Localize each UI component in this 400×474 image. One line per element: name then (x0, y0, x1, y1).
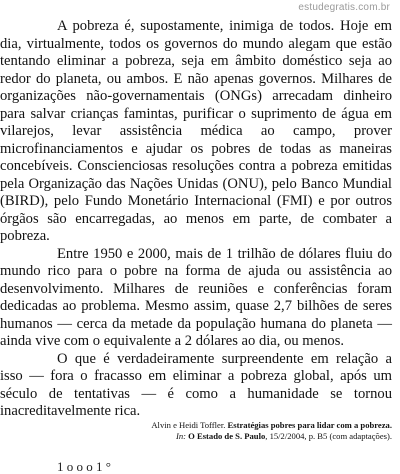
cut-off-next-line (0, 455, 400, 474)
citation-in-label: In: (175, 431, 186, 441)
article-text (0, 18, 392, 421)
citation-authors: Alvin e Heidi Toffler. (151, 420, 226, 430)
cut-off-text: 1 o o o 1 ° (57, 459, 111, 474)
citation-title: Estratégias pobres para lidar com a pobreza. (227, 420, 392, 430)
citation-line-1 (151, 420, 392, 431)
citation-line-2 (151, 431, 392, 442)
citation-source: O Estado de S. Paulo (188, 431, 266, 441)
paragraph-2: Entre 1950 e 2000, mais de 1 trilhão de dólares fluiu do mundo rico para o pobre na forma de ajuda ou assistência ao desenvolvimento. Milhares de reuniões e conferências foram dedicadas ao problema. Mesmo assim, quase 2,7 bilhões de seres humanos — cerca da metade da população humana do planeta — ainda vive com o equivalente a 2 dólares ao dia, ou menos. (0, 245, 392, 349)
citation-details: , 15/2/2004, p. B5 (com adaptações). (265, 431, 392, 441)
watermark: estudegratis.com.br (298, 2, 390, 13)
source-citation (151, 420, 392, 442)
paragraph-3: O que é verdadeiramente surpreendente em relação a isso — fora o fracasso em eliminar a pobreza global, após um século de tentativas — é como a humanidade se tornou inacreditavelmente rica. (0, 350, 392, 419)
paragraph-1: A pobreza é, supostamente, inimiga de todos. Hoje em dia, virtualmente, todos os governos do mundo alegam que estão tentando eliminar a pobreza, seja em âmbito doméstico seja ao redor do planeta, ou ambos. E não apenas governos. Milhares de organizações não-governamentais (ONGs) arrecadam dinheiro para salvar crianças famintas, purificar o suprimento de água em vilarejos, levar assistência médica ao campo, prover microfinanciamentos e ajudar os pobres de todas as maneiras concebíveis. Conscienciosas resoluções contra a pobreza emitidas pela Organização das Nações Unidas (ONU), pelo Banco Mundial (BIRD), pelo Fundo Monetário Internacional (FMI) e por outros órgãos são encarregadas, ao menos em parte, de combater a pobreza. (0, 18, 392, 244)
